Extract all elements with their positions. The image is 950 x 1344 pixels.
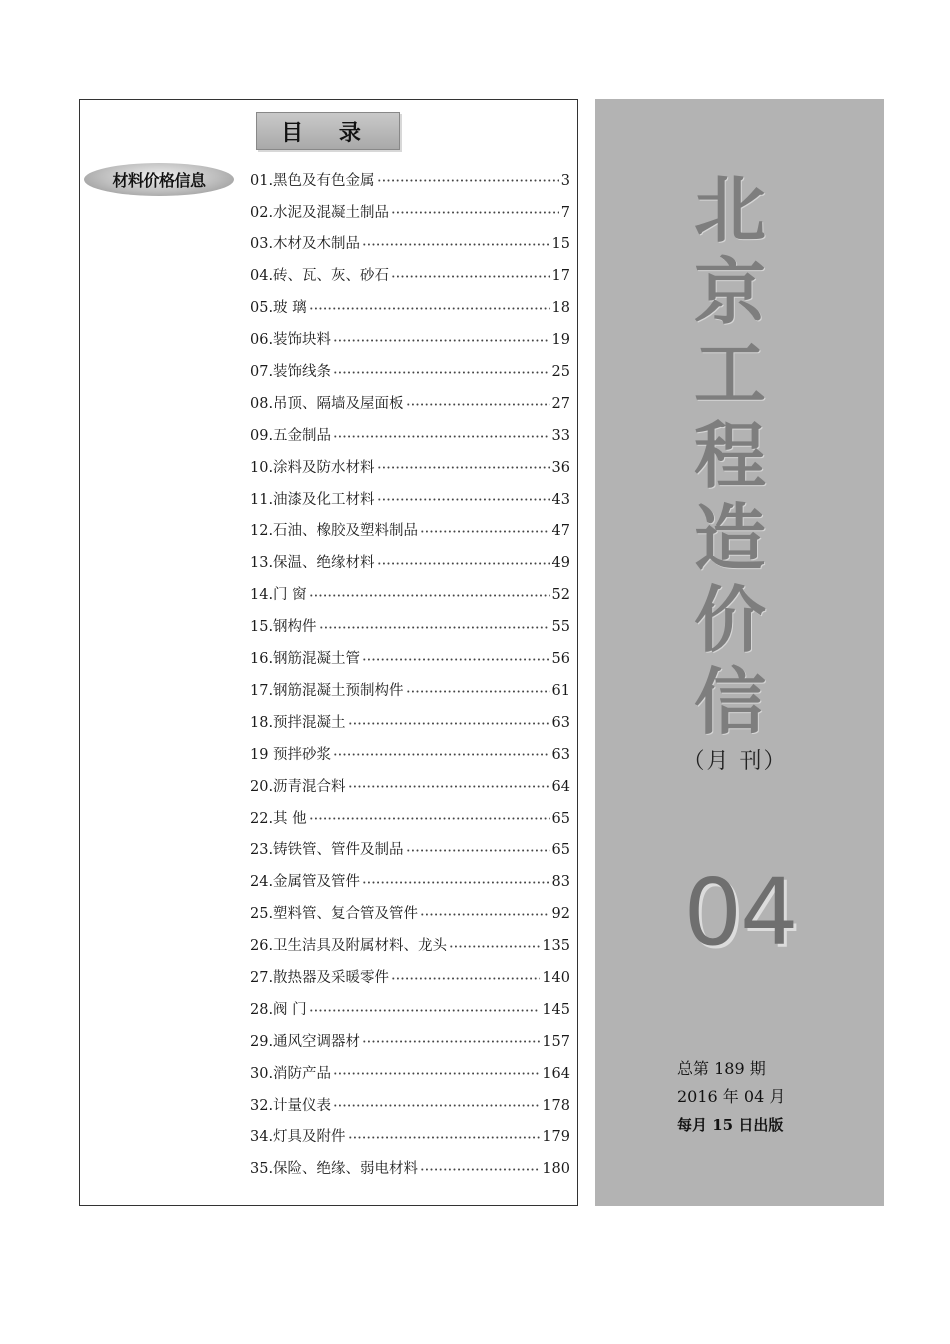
toc-entry-title: 11.油漆及化工材料 bbox=[250, 491, 375, 508]
toc-entry-page: 7 bbox=[560, 204, 570, 221]
toc-entry[interactable] bbox=[250, 356, 570, 388]
cover-publish-note: 每月 15 日出版 bbox=[677, 1116, 784, 1134]
toc-entry-page: 17 bbox=[551, 268, 570, 285]
toc-list bbox=[250, 165, 570, 1186]
toc-leader-dots bbox=[362, 881, 549, 884]
toc-entry-page: 61 bbox=[551, 682, 570, 699]
toc-entry[interactable] bbox=[250, 867, 570, 899]
toc-leader-dots bbox=[391, 275, 549, 278]
cover-title-char: 北 bbox=[693, 167, 766, 252]
toc-leader-dots bbox=[391, 977, 540, 980]
cover-frequency: （月 刊） bbox=[682, 749, 788, 774]
toc-entry-title: 09.五金制品 bbox=[250, 427, 332, 444]
toc-entry-page: 55 bbox=[551, 619, 570, 636]
toc-entry-title: 19 预拌砂浆 bbox=[250, 746, 332, 763]
toc-entry-page: 33 bbox=[551, 427, 570, 444]
toc-leader-dots bbox=[420, 530, 549, 533]
toc-leader-dots bbox=[309, 817, 550, 820]
toc-entry-page: 179 bbox=[542, 1129, 570, 1146]
toc-leader-dots bbox=[319, 626, 550, 629]
toc-entry[interactable] bbox=[250, 324, 570, 356]
toc-entry[interactable] bbox=[250, 261, 570, 293]
toc-leader-dots bbox=[377, 562, 550, 565]
toc-entry-page: 15 bbox=[551, 236, 570, 253]
toc-entry[interactable] bbox=[250, 1058, 570, 1090]
toc-entry-title: 12.石油、橡胶及塑料制品 bbox=[250, 523, 419, 540]
toc-entry-title: 10.涂料及防水材料 bbox=[250, 459, 375, 476]
toc-leader-dots bbox=[333, 339, 549, 342]
toc-entry-title: 25.塑料管、复合管及管件 bbox=[250, 906, 419, 923]
toc-entry-title: 02.水泥及混凝土制品 bbox=[250, 204, 390, 221]
toc-leader-dots bbox=[348, 1136, 541, 1139]
toc-entry-page: 83 bbox=[551, 874, 570, 891]
toc-entry[interactable] bbox=[250, 420, 570, 452]
toc-entry-title: 34.灯具及附件 bbox=[250, 1129, 346, 1146]
toc-entry-title: 35.保险、绝缘、弱电材料 bbox=[250, 1161, 419, 1178]
toc-entry[interactable] bbox=[250, 675, 570, 707]
toc-entry-page: 19 bbox=[551, 332, 570, 349]
toc-entry[interactable] bbox=[250, 484, 570, 516]
toc-entry-page: 43 bbox=[551, 491, 570, 508]
toc-entry-page: 27 bbox=[551, 395, 570, 412]
toc-entry-page: 178 bbox=[542, 1097, 570, 1114]
toc-entry-page: 164 bbox=[542, 1065, 570, 1082]
toc-entry[interactable] bbox=[250, 452, 570, 484]
toc-entry-page: 49 bbox=[551, 555, 570, 572]
cover-panel bbox=[595, 99, 884, 1206]
toc-leader-dots bbox=[406, 403, 550, 406]
toc-entry-page: 65 bbox=[551, 810, 570, 827]
toc-entry-page: 18 bbox=[551, 300, 570, 317]
toc-entry-page: 3 bbox=[560, 172, 570, 189]
toc-entry[interactable] bbox=[250, 516, 570, 548]
cover-title-char: 价 bbox=[693, 577, 766, 662]
toc-entry-title: 13.保温、绝缘材料 bbox=[250, 555, 375, 572]
toc-entry-page: 25 bbox=[551, 364, 570, 381]
cover-total-issue: 总第 189 期 bbox=[677, 1059, 766, 1078]
toc-entry[interactable] bbox=[250, 1026, 570, 1058]
section-badge: 材料价格信息 bbox=[84, 163, 234, 196]
toc-leader-dots bbox=[362, 658, 549, 661]
toc-entry[interactable] bbox=[250, 643, 570, 675]
toc-entry-page: 65 bbox=[551, 842, 570, 859]
toc-entry-page: 92 bbox=[551, 906, 570, 923]
toc-leader-dots bbox=[377, 466, 550, 469]
toc-leader-dots bbox=[362, 1040, 540, 1043]
toc-entry[interactable] bbox=[250, 548, 570, 580]
toc-leader-dots bbox=[406, 690, 550, 693]
toc-leader-dots bbox=[377, 498, 550, 501]
cover-title bbox=[675, 169, 785, 743]
toc-entry[interactable] bbox=[250, 1154, 570, 1186]
toc-entry-title: 22.其 他 bbox=[250, 810, 307, 827]
toc-leader-dots bbox=[333, 1104, 540, 1107]
toc-leader-dots bbox=[333, 1072, 540, 1075]
toc-leader-dots bbox=[309, 307, 550, 310]
toc-entry-page: 36 bbox=[551, 459, 570, 476]
toc-entry[interactable] bbox=[250, 388, 570, 420]
toc-entry-title: 26.卫生洁具及附属材料、龙头 bbox=[250, 938, 448, 955]
toc-entry-title: 17.钢筋混凝土预制构件 bbox=[250, 682, 404, 699]
toc-entry-title: 05.玻 璃 bbox=[250, 300, 307, 317]
toc-entry-page: 52 bbox=[551, 587, 570, 604]
toc-entry-page: 64 bbox=[551, 778, 570, 795]
toc-leader-dots bbox=[309, 1009, 541, 1012]
toc-entry-title: 16.钢筋混凝土管 bbox=[250, 651, 361, 668]
cover-date: 2016 年 04 月 bbox=[677, 1087, 786, 1106]
toc-entry[interactable] bbox=[250, 835, 570, 867]
toc-entry[interactable] bbox=[250, 803, 570, 835]
cover-title-char: 工 bbox=[693, 331, 766, 416]
toc-entry-title: 15.钢构件 bbox=[250, 619, 317, 636]
toc-entry[interactable] bbox=[250, 930, 570, 962]
toc-entry-title: 27.散热器及采暖零件 bbox=[250, 969, 390, 986]
toc-entry[interactable] bbox=[250, 165, 570, 197]
toc-entry[interactable] bbox=[250, 898, 570, 930]
toc-entry-title: 23.铸铁管、管件及制品 bbox=[250, 842, 404, 859]
toc-leader-dots bbox=[406, 849, 550, 852]
toc-entry[interactable] bbox=[250, 739, 570, 771]
toc-leader-dots bbox=[348, 722, 550, 725]
toc-entry-title: 06.装饰块料 bbox=[250, 332, 332, 349]
toc-leader-dots bbox=[420, 1168, 540, 1171]
toc-leader-dots bbox=[362, 243, 549, 246]
toc-entry-title: 20.沥青混合料 bbox=[250, 778, 346, 795]
toc-entry-page: 157 bbox=[542, 1033, 570, 1050]
toc-entry[interactable] bbox=[250, 771, 570, 803]
cover-title-char: 京 bbox=[693, 249, 766, 334]
toc-entry[interactable] bbox=[250, 1122, 570, 1154]
toc-heading: 目 录 bbox=[256, 112, 400, 150]
toc-leader-dots bbox=[391, 211, 559, 214]
cover-title-char: 造 bbox=[693, 495, 766, 580]
cover-title-char: 程 bbox=[693, 413, 766, 498]
toc-entry-page: 63 bbox=[551, 746, 570, 763]
toc-entry[interactable] bbox=[250, 580, 570, 612]
cover-meta bbox=[677, 1055, 785, 1139]
toc-entry-title: 04.砖、瓦、灰、砂石 bbox=[250, 268, 390, 285]
toc-entry-page: 140 bbox=[542, 969, 570, 986]
toc-leader-dots bbox=[348, 785, 550, 788]
toc-entry[interactable] bbox=[250, 1090, 570, 1122]
toc-entry[interactable] bbox=[250, 293, 570, 325]
toc-entry-title: 08.吊顶、隔墙及屋面板 bbox=[250, 395, 404, 412]
toc-entry[interactable] bbox=[250, 611, 570, 643]
toc-entry-title: 14.门 窗 bbox=[250, 587, 307, 604]
toc-leader-dots bbox=[333, 435, 549, 438]
cover-title-char: 信 bbox=[693, 659, 766, 744]
toc-leader-dots bbox=[449, 945, 540, 948]
toc-entry-page: 63 bbox=[551, 714, 570, 731]
toc-leader-dots bbox=[309, 594, 550, 597]
toc-entry[interactable] bbox=[250, 197, 570, 229]
toc-entry-page: 56 bbox=[551, 651, 570, 668]
toc-entry-title: 07.装饰线条 bbox=[250, 364, 332, 381]
toc-entry-page: 145 bbox=[542, 1001, 570, 1018]
toc-leader-dots bbox=[333, 753, 549, 756]
toc-leader-dots bbox=[377, 179, 559, 182]
toc-entry-title: 32.计量仪表 bbox=[250, 1097, 332, 1114]
toc-leader-dots bbox=[333, 371, 549, 374]
toc-entry-page: 135 bbox=[542, 938, 570, 955]
toc-entry-title: 03.木材及木制品 bbox=[250, 236, 361, 253]
toc-entry[interactable] bbox=[250, 229, 570, 261]
toc-entry[interactable] bbox=[250, 707, 570, 739]
toc-entry-page: 47 bbox=[551, 523, 570, 540]
toc-entry-title: 28.阀 门 bbox=[250, 1001, 307, 1018]
toc-entry-title: 30.消防产品 bbox=[250, 1065, 332, 1082]
cover-issue-number: 04 bbox=[683, 859, 797, 966]
toc-entry[interactable] bbox=[250, 962, 570, 994]
toc-entry-title: 24.金属管及管件 bbox=[250, 874, 361, 891]
toc-entry[interactable] bbox=[250, 994, 570, 1026]
toc-entry-title: 29.通风空调器材 bbox=[250, 1033, 361, 1050]
toc-entry-title: 18.预拌混凝土 bbox=[250, 714, 346, 731]
toc-entry-title: 01.黑色及有色金属 bbox=[250, 172, 375, 189]
toc-leader-dots bbox=[420, 913, 549, 916]
toc-entry-page: 180 bbox=[542, 1161, 570, 1178]
